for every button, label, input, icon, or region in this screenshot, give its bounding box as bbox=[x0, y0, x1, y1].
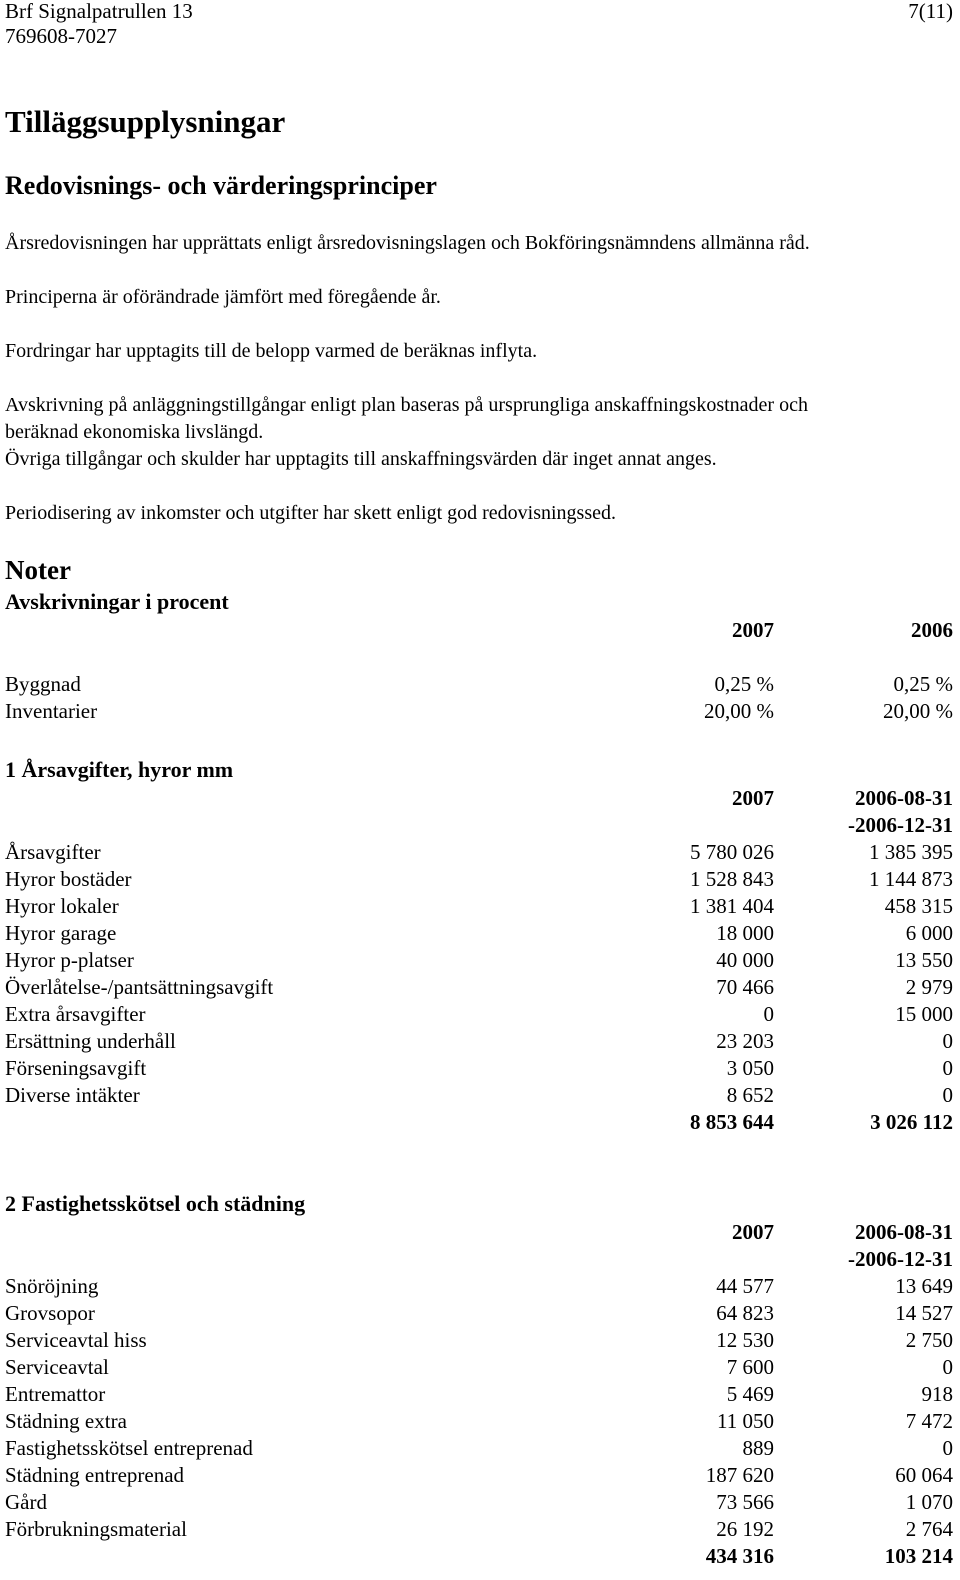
row-label: Gård bbox=[5, 1490, 47, 1514]
row-value-2006: 0 bbox=[942, 1355, 953, 1379]
note-2-heading: 2 Fastighetsskötsel och städning bbox=[5, 1191, 306, 1216]
row-value-2006: 13 649 bbox=[895, 1274, 953, 1298]
row-value-2006: 60 064 bbox=[895, 1463, 953, 1487]
row-value-2007: 5 469 bbox=[726, 1382, 774, 1406]
note-1-header-row bbox=[5, 785, 953, 812]
row-value-2007: 3 050 bbox=[726, 1056, 774, 1080]
depreciation-heading: Avskrivningar i procent bbox=[5, 589, 229, 614]
row-value-2006: 0 bbox=[942, 1083, 953, 1107]
row-value-2007: 44 577 bbox=[716, 1274, 774, 1298]
col-2007: 2007 bbox=[732, 786, 774, 810]
table-row bbox=[5, 1516, 953, 1543]
principles-paragraph-5: Övriga tillgångar och skulder har upptagits till anskaffningsvärden där inget annat anges. bbox=[5, 448, 717, 470]
row-label: Städning entreprenad bbox=[5, 1463, 185, 1487]
note-1-table bbox=[5, 785, 953, 1136]
table-row bbox=[5, 947, 953, 974]
row-label: Diverse intäkter bbox=[5, 1083, 140, 1107]
row-value-2006: 0 bbox=[942, 1436, 953, 1460]
depreciation-table bbox=[5, 617, 953, 725]
row-value-2006: 1 144 873 bbox=[869, 867, 953, 891]
row-value-2006: 2 750 bbox=[905, 1328, 953, 1352]
table-row bbox=[5, 866, 953, 893]
total-row bbox=[5, 1543, 953, 1570]
row-value-2006: 2 979 bbox=[905, 975, 953, 999]
page-number: 7(11) bbox=[908, 0, 953, 23]
col-period-start: 2006-08-31 bbox=[855, 786, 953, 810]
row-value-2006: 7 472 bbox=[905, 1409, 953, 1433]
table-row bbox=[5, 893, 953, 920]
table-row bbox=[5, 1435, 953, 1462]
row-value-2006: 2 764 bbox=[905, 1517, 953, 1541]
principles-heading: Redovisnings- och värderingsprinciper bbox=[5, 171, 437, 200]
row-label: Förseningsavgift bbox=[5, 1056, 147, 1080]
row-value-2007: 20,00 % bbox=[704, 699, 774, 723]
note-2-header-row-2 bbox=[5, 1246, 953, 1273]
row-value-2007: 7 600 bbox=[726, 1355, 774, 1379]
org-number: 769608-7027 bbox=[5, 24, 117, 48]
principles-paragraph-4-line-2: beräknad ekonomiska livslängd. bbox=[5, 421, 264, 443]
table-row bbox=[5, 974, 953, 1001]
row-value-2006: 6 000 bbox=[905, 921, 953, 945]
note-2-header-row bbox=[5, 1219, 953, 1246]
col-period-end: -2006-12-31 bbox=[848, 813, 953, 837]
row-value-2007: 8 652 bbox=[726, 1083, 774, 1107]
table-row bbox=[5, 671, 953, 698]
row-label: Hyror garage bbox=[5, 921, 117, 945]
row-label: Överlåtelse-/pantsättningsavgift bbox=[5, 975, 274, 999]
table-row bbox=[5, 1489, 953, 1516]
row-value-2007: 70 466 bbox=[716, 975, 774, 999]
row-label: Entremattor bbox=[5, 1382, 106, 1406]
row-value-2007: 0 bbox=[763, 1002, 774, 1026]
principles-paragraph-2: Principerna är oförändrade jämfört med föregående år. bbox=[5, 286, 441, 308]
row-label: Extra årsavgifter bbox=[5, 1002, 146, 1026]
table-row bbox=[5, 1462, 953, 1489]
table-row bbox=[5, 1055, 953, 1082]
table-row bbox=[5, 920, 953, 947]
row-label: Fastighetsskötsel entreprenad bbox=[5, 1436, 253, 1460]
row-value-2007: 1 528 843 bbox=[690, 867, 774, 891]
row-label: Årsavgifter bbox=[5, 840, 101, 864]
row-value-2007: 23 203 bbox=[716, 1029, 774, 1053]
row-value-2007: 12 530 bbox=[716, 1328, 774, 1352]
principles-paragraph-3: Fordringar har upptagits till de belopp varmed de beräknas inflyta. bbox=[5, 340, 538, 362]
table-row bbox=[5, 1082, 953, 1109]
row-value-2007: 889 bbox=[742, 1436, 774, 1460]
table-row bbox=[5, 1001, 953, 1028]
table-row bbox=[5, 1273, 953, 1300]
org-name: Brf Signalpatrullen 13 bbox=[5, 0, 193, 23]
row-value-2007: 26 192 bbox=[716, 1517, 774, 1541]
row-value-2007: 0,25 % bbox=[714, 672, 774, 696]
row-label: Inventarier bbox=[5, 699, 98, 723]
total-value-2007: 434 316 bbox=[705, 1544, 774, 1568]
depreciation-header-row bbox=[5, 617, 953, 644]
total-value-2006: 103 214 bbox=[884, 1544, 953, 1568]
row-value-2006: 14 527 bbox=[895, 1301, 953, 1325]
row-label: Ersättning underhåll bbox=[5, 1029, 176, 1053]
notes-heading: Noter bbox=[5, 555, 71, 585]
table-row bbox=[5, 1408, 953, 1435]
row-label: Serviceavtal bbox=[5, 1355, 109, 1379]
note-1-header-row-2 bbox=[5, 812, 953, 839]
col-period-end: -2006-12-31 bbox=[848, 1247, 953, 1271]
row-label: Förbrukningsmaterial bbox=[5, 1517, 187, 1541]
depreciation-col-2006: 2006 bbox=[911, 618, 953, 642]
principles-paragraph-1: Årsredovisningen har upprättats enligt årsredovisningslagen och Bokföringsnämndens allmänna råd. bbox=[5, 232, 810, 254]
col-period-start: 2006-08-31 bbox=[855, 1220, 953, 1244]
row-value-2007: 11 050 bbox=[717, 1409, 774, 1433]
row-value-2006: 20,00 % bbox=[883, 699, 953, 723]
row-value-2006: 1 385 395 bbox=[869, 840, 953, 864]
row-label: Städning extra bbox=[5, 1409, 127, 1433]
col-2007: 2007 bbox=[732, 1220, 774, 1244]
total-value-2007: 8 853 644 bbox=[690, 1110, 774, 1134]
row-value-2006: 0,25 % bbox=[893, 672, 953, 696]
table-row bbox=[5, 1327, 953, 1354]
row-label: Grovsopor bbox=[5, 1301, 95, 1325]
row-label: Byggnad bbox=[5, 672, 81, 696]
principles-paragraph-4-line-1: Avskrivning på anläggningstillgångar enligt plan baseras på ursprungliga anskaffningskostnader och bbox=[5, 394, 808, 416]
row-label: Hyror lokaler bbox=[5, 894, 119, 918]
row-value-2006: 0 bbox=[942, 1056, 953, 1080]
table-row bbox=[5, 1354, 953, 1381]
row-value-2007: 64 823 bbox=[716, 1301, 774, 1325]
row-value-2007: 40 000 bbox=[716, 948, 774, 972]
row-value-2007: 187 620 bbox=[705, 1463, 774, 1487]
depreciation-col-2007: 2007 bbox=[732, 618, 774, 642]
row-value-2007: 18 000 bbox=[716, 921, 774, 945]
row-value-2006: 918 bbox=[921, 1382, 953, 1406]
table-row bbox=[5, 1300, 953, 1327]
row-value-2007: 73 566 bbox=[716, 1490, 774, 1514]
table-row bbox=[5, 839, 953, 866]
row-value-2006: 0 bbox=[942, 1029, 953, 1053]
table-row bbox=[5, 698, 953, 725]
note-2-table bbox=[5, 1219, 953, 1570]
page-title: Tilläggsupplysningar bbox=[5, 104, 286, 139]
row-label: Snöröjning bbox=[5, 1274, 99, 1298]
row-label: Hyror p-platser bbox=[5, 948, 134, 972]
total-row bbox=[5, 1109, 953, 1136]
row-label: Serviceavtal hiss bbox=[5, 1328, 147, 1352]
row-value-2007: 5 780 026 bbox=[690, 840, 774, 864]
note-1-heading: 1 Årsavgifter, hyror mm bbox=[5, 757, 234, 782]
table-row bbox=[5, 1381, 953, 1408]
row-value-2006: 1 070 bbox=[905, 1490, 953, 1514]
table-row bbox=[5, 1028, 953, 1055]
total-value-2006: 3 026 112 bbox=[870, 1110, 953, 1134]
principles-paragraph-6: Periodisering av inkomster och utgifter har skett enligt god redovisningssed. bbox=[5, 502, 616, 524]
row-value-2006: 458 315 bbox=[884, 894, 953, 918]
row-value-2007: 1 381 404 bbox=[690, 894, 774, 918]
row-label: Hyror bostäder bbox=[5, 867, 132, 891]
row-value-2006: 13 550 bbox=[895, 948, 953, 972]
row-value-2006: 15 000 bbox=[895, 1002, 953, 1026]
